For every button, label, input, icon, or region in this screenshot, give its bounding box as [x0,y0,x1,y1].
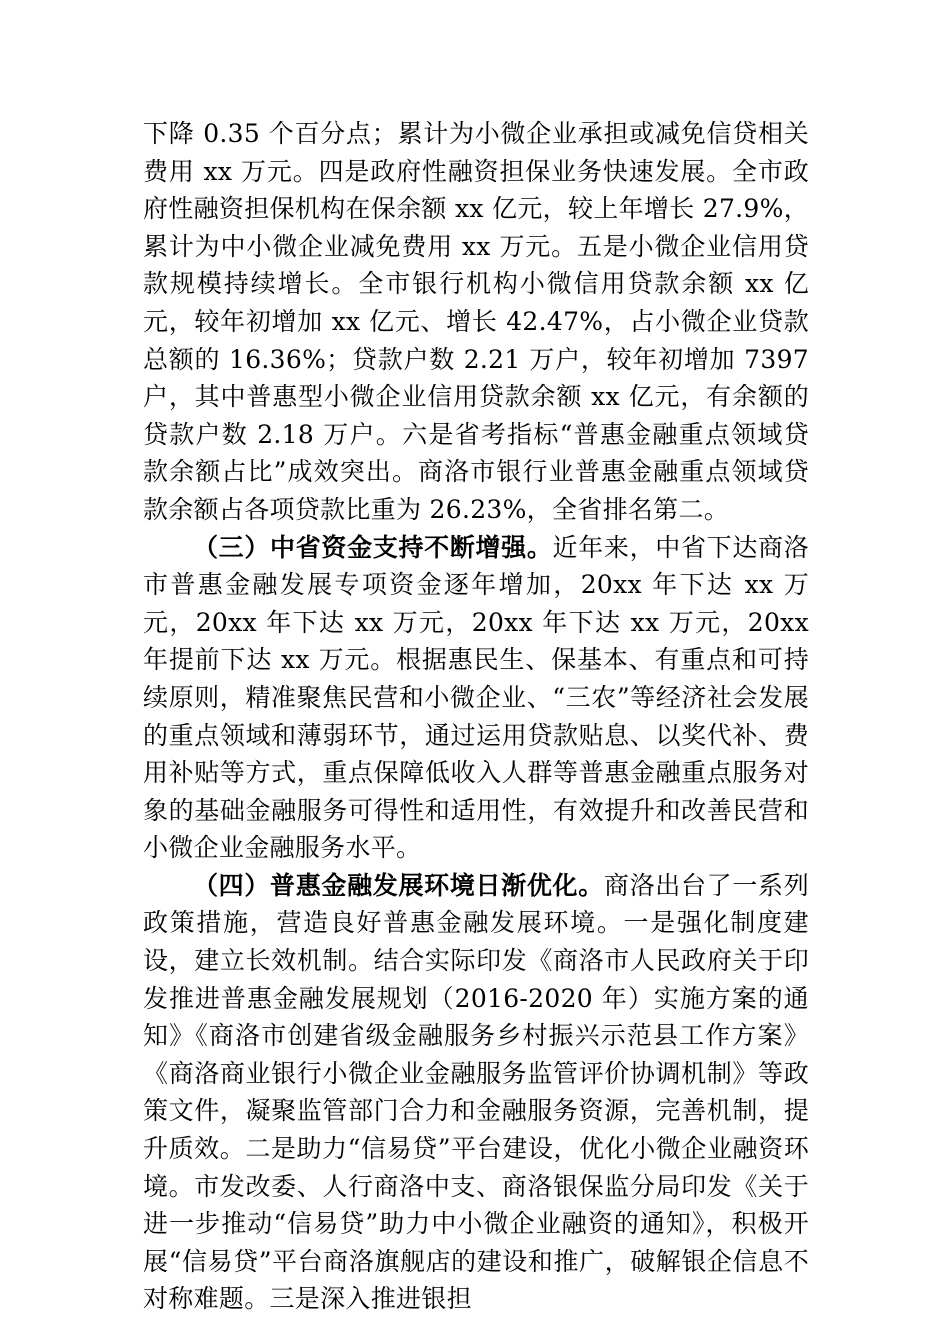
paragraph-2 [143,529,809,867]
paragraph-1-text: 下降 0.35 个百分点；累计为小微企业承担或减免信贷相关费用 xx 万元。四是政府性融资担保业务快速发展。全市政府性融资担保机构在保余额 xx 亿元，较上年增长 27.9%，累计为中小微企业减免费用 xx 万元。五是小微企业信用贷款规模持续增长。全市银行机构小微信用贷款余额 xx 亿元，较年初增加 xx 亿元、增长 42.47%，占小微企业贷款总额的 16.36%；贷款户数 2.21 万户，较年初增加 7397 户，其中普惠型小微企业信用贷款余额 xx 亿元，有余额的贷款户数 2.18 万户。六是省考指标“普惠金融重点领域贷款余额占比”成效突出。商洛市银行业普惠金融重点领域贷款余额占各项贷款比重为 26.23%，全省排名第二。 [143,119,809,524]
paragraph-3-text: 商洛出台了一系列政策措施，营造良好普惠金融发展环境。一是强化制度建设，建立长效机制。结合实际印发《商洛市人民政府关于印发推进普惠金融发展规划（2016-2020 年）实施方案的通知》《商洛市创建省级金融服务乡村振兴示范县工作方案》《商洛商业银行小微企业金融服务监管评价协调机制》等政策文件，凝聚监管部门合力和金融服务资源，完善机制，提升质效。二是助力“信易贷”平台建设，优化小微企业融资环境。市发改委、人行商洛中支、商洛银保监分局印发《关于进一步推动“信易贷”助力中小微企业融资的通知》，积极开展“信易贷”平台商洛旗舰店的建设和推广，破解银企信息不对称难题。三是深入推进银担 [143,870,809,1314]
paragraph-2-text: 近年来，中省下达商洛市普惠金融发展专项资金逐年增加，20xx 年下达 xx 万元，20xx 年下达 xx 万元，20xx 年下达 xx 万元，20xx 年提前下达 xx 万元。根据惠民生、保基本、有重点和可持续原则，精准聚焦民营和小微企业、“三农”等经济社会发展的重点领域和薄弱环节，通过运用贷款贴息、以奖代补、费用补贴等方式，重点保障低收入人群等普惠金融重点服务对象的基础金融服务可得性和适用性，有效提升和改善民营和小微企业金融服务水平。 [143,532,809,863]
paragraph-1 [143,115,809,529]
paragraph-3-heading: （四）普惠金融发展环境日渐优化。 [193,870,604,900]
document-body [143,115,809,1318]
paragraph-3 [143,867,809,1318]
paragraph-2-heading: （三）中省资金支持不断增强。 [193,532,553,562]
